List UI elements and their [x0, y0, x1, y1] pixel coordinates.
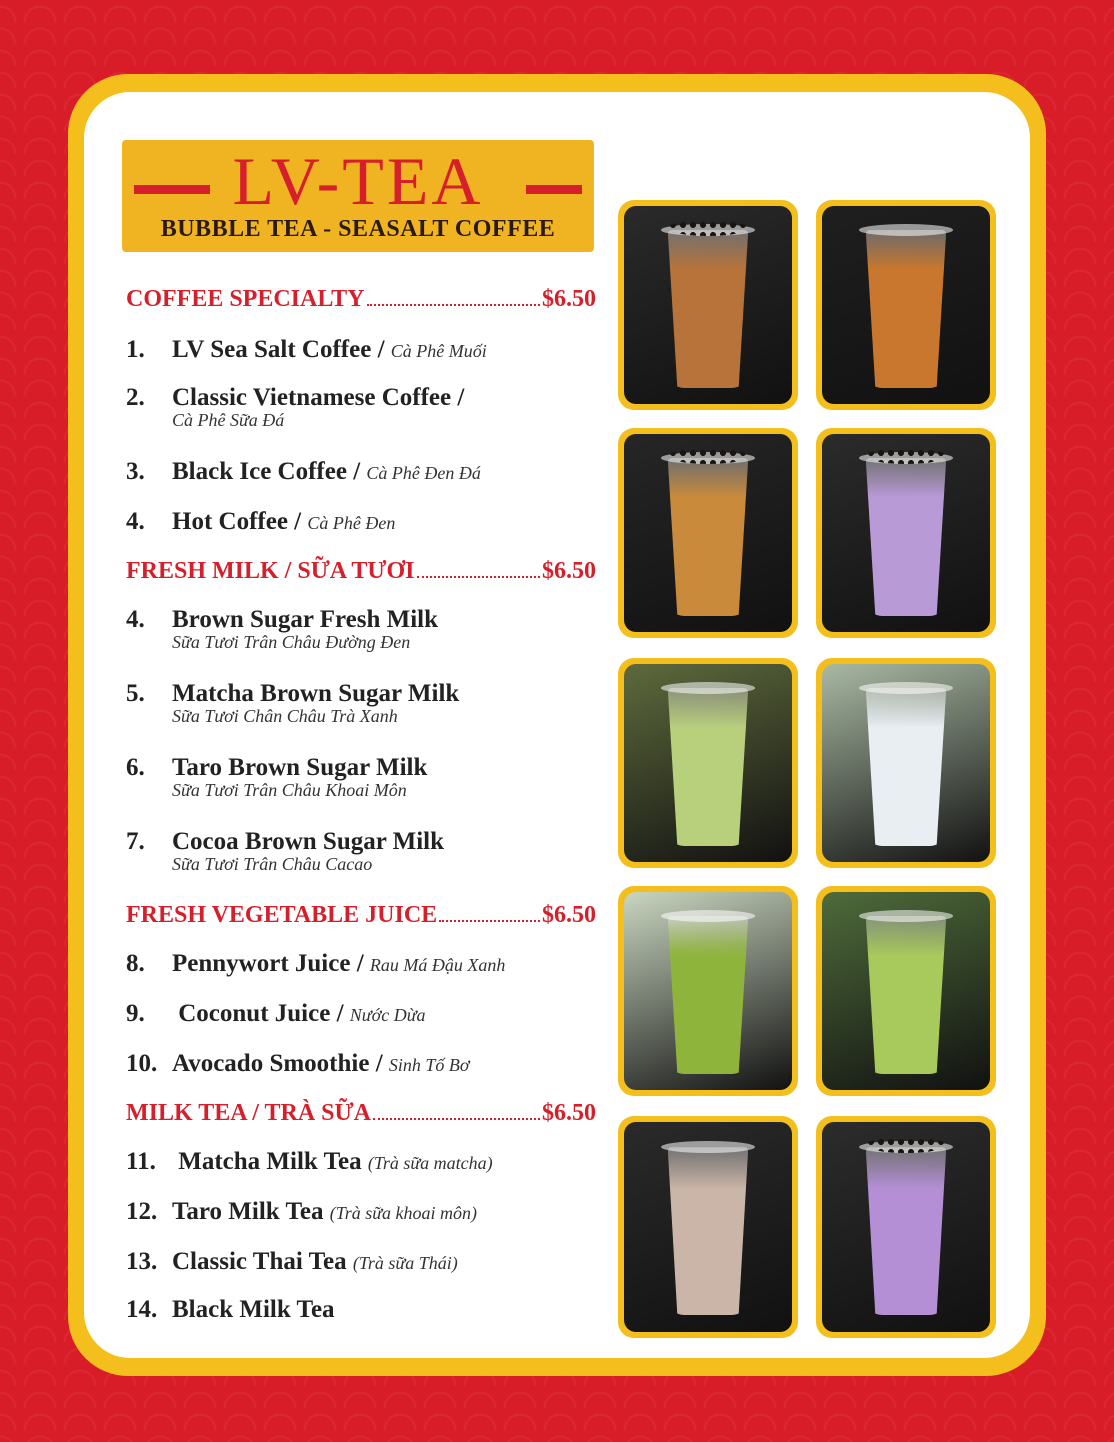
item-name: Taro Brown Sugar Milk — [172, 754, 428, 781]
menu-item — [126, 1198, 606, 1226]
item-vietnamese: Sữa Tươi Trân Châu Đường Đen — [172, 632, 411, 652]
item-vietnamese: (Trà sữa khoai môn) — [329, 1203, 478, 1223]
section-price: $6.50 — [542, 286, 596, 312]
item-vietnamese: Sinh Tố Bơ — [388, 1055, 470, 1075]
section-title: MILK TEA / TRÀ SỮA — [126, 1100, 371, 1126]
item-number: 4. — [126, 606, 145, 633]
dotted-leader — [373, 1118, 540, 1120]
menu-item — [126, 950, 606, 978]
item-vietnamese: Rau Má Đậu Xanh — [369, 955, 506, 975]
item-number: 3. — [126, 458, 145, 485]
section-title: COFFEE SPECIALTY — [126, 286, 365, 312]
item-vietnamese: Cà Phê Đen Đá — [366, 463, 481, 483]
item-number: 12. — [126, 1198, 158, 1225]
avocado-smoothie-cup-icon — [618, 658, 798, 868]
item-vietnamese: Cà Phê Đen — [307, 513, 396, 533]
item-name: Matcha Milk Tea — [172, 1148, 362, 1175]
item-vietnamese: Sữa Tươi Trân Châu Khoai Môn — [172, 780, 407, 800]
dotted-leader — [417, 576, 541, 578]
item-separator: / — [330, 1000, 350, 1027]
coconut-juice-glass-icon — [816, 658, 996, 868]
logo-subtitle: BUBBLE TEA - SEASALT COFFEE — [160, 216, 556, 242]
item-vietnamese: Sữa Tươi Trân Châu Cacao — [172, 854, 373, 874]
item-name: Classic Thai Tea — [172, 1248, 347, 1275]
brown-sugar-milk-cup-icon — [618, 428, 798, 638]
item-number: 13. — [126, 1248, 158, 1275]
section-price: $6.50 — [542, 1100, 596, 1126]
menu-item — [126, 458, 606, 486]
item-name: Avocado Smoothie — [172, 1050, 370, 1077]
menu-item — [126, 336, 606, 364]
item-separator: / — [371, 336, 391, 363]
menu-item — [126, 1000, 606, 1028]
item-separator: / — [346, 458, 367, 485]
dotted-leader — [367, 304, 541, 306]
item-name: Taro Milk Tea — [172, 1198, 324, 1225]
dotted-leader — [439, 920, 540, 922]
item-name: Brown Sugar Fresh Milk — [172, 606, 439, 633]
section-heading-vegetable-juice — [126, 902, 596, 929]
item-vietnamese: Cà Phê Sữa Đá — [172, 410, 285, 430]
item-name: Coconut Juice — [172, 1000, 331, 1027]
menu-item — [126, 384, 606, 431]
item-separator: / — [287, 508, 308, 535]
menu-item — [126, 508, 606, 536]
item-vietnamese: (Trà sữa Thái) — [352, 1253, 458, 1273]
item-number: 5. — [126, 680, 145, 707]
logo-title: LV-TEA — [232, 143, 484, 219]
section-title: FRESH MILK / SỮA TƯƠI — [126, 558, 415, 584]
menu-item — [126, 680, 606, 727]
matcha-jelly-cup-icon — [816, 886, 996, 1096]
item-number: 9. — [126, 1000, 145, 1027]
section-price: $6.50 — [542, 558, 596, 584]
item-name: Hot Coffee — [172, 508, 288, 535]
item-vietnamese: Cà Phê Muối — [390, 341, 487, 361]
section-heading-coffee — [126, 286, 596, 313]
item-number: 10. — [126, 1050, 158, 1077]
taro-milk-cup-icon — [816, 428, 996, 638]
item-vietnamese: Nước Dừa — [349, 1005, 426, 1025]
milk-tea-cup-icon — [618, 1116, 798, 1338]
item-number: 1. — [126, 336, 145, 363]
section-title: FRESH VEGETABLE JUICE — [126, 902, 438, 928]
item-number: 11. — [126, 1148, 156, 1175]
menu-item — [126, 754, 606, 801]
item-name: Black Ice Coffee — [172, 458, 347, 485]
item-name: LV Sea Salt Coffee — [172, 336, 372, 363]
item-name: Matcha Brown Sugar Milk — [172, 680, 460, 707]
item-number: 4. — [126, 508, 145, 535]
item-separator: / — [369, 1050, 389, 1077]
item-separator: / — [350, 950, 370, 977]
item-vietnamese: Sữa Tươi Chân Châu Trà Xanh — [172, 706, 398, 726]
item-number: 2. — [126, 384, 145, 411]
item-name: Pennywort Juice — [172, 950, 351, 977]
item-number: 7. — [126, 828, 145, 855]
taro-milk-tea-cup-icon — [816, 1116, 996, 1338]
item-number: 6. — [126, 754, 145, 781]
menu-item — [126, 1050, 606, 1078]
menu-item — [126, 1248, 606, 1276]
menu-item — [126, 1148, 606, 1176]
iced-coffee-cup-icon — [816, 200, 996, 410]
section-price: $6.50 — [542, 902, 596, 928]
section-heading-milk-tea — [126, 1100, 596, 1127]
section-heading-fresh-milk — [126, 558, 596, 585]
item-name: Classic Vietnamese Coffee / — [172, 384, 465, 411]
menu-item — [126, 828, 606, 875]
item-name: Black Milk Tea — [172, 1296, 335, 1323]
item-vietnamese: (Trà sữa matcha) — [367, 1153, 493, 1173]
item-number: 14. — [126, 1296, 158, 1323]
item-number: 8. — [126, 950, 145, 977]
sea-salt-coffee-cup-icon — [618, 200, 798, 410]
pennywort-juice-glass-icon — [618, 886, 798, 1096]
item-name: Cocoa Brown Sugar Milk — [172, 828, 445, 855]
logo — [122, 140, 594, 252]
menu-item — [126, 606, 606, 653]
menu-item — [126, 1296, 606, 1324]
